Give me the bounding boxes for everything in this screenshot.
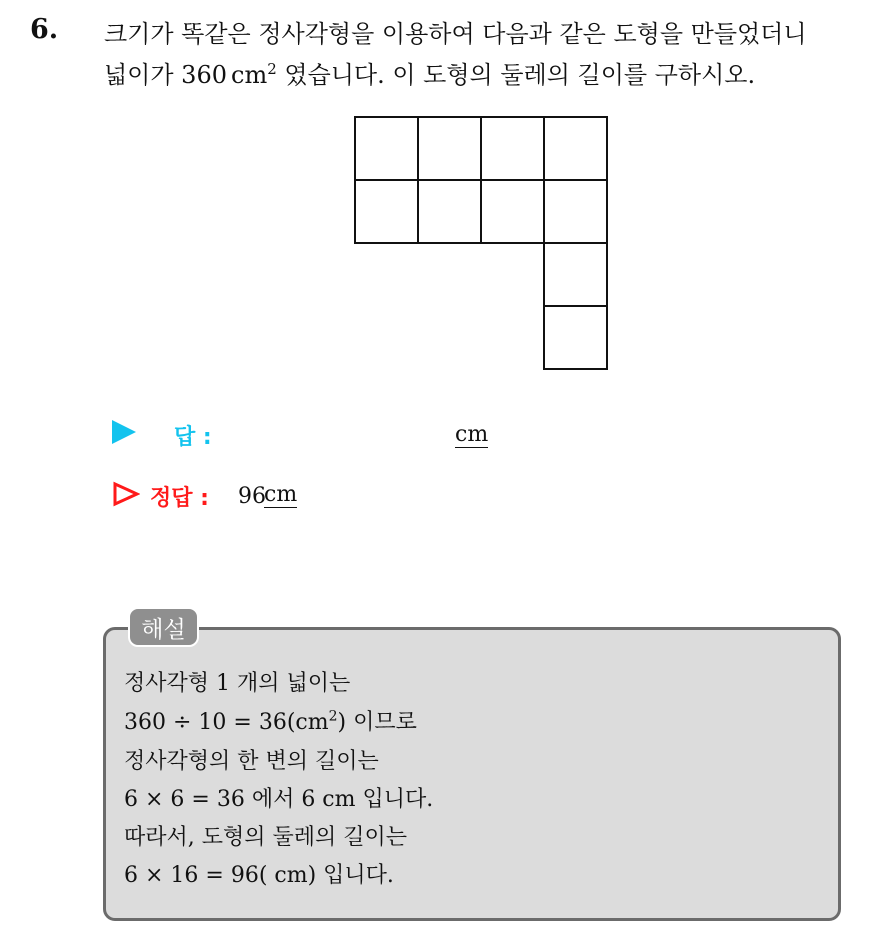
grid-square [418, 180, 481, 243]
grid-square [481, 180, 544, 243]
play-outline-icon [112, 481, 140, 507]
answer-unit: cm [455, 422, 489, 447]
correct-answer-row [112, 481, 209, 511]
grid-square [544, 243, 607, 306]
explanation-calc-unit: cm [295, 710, 329, 735]
grid-square [355, 180, 418, 243]
explanation-calc-exponent: 2 [328, 708, 338, 725]
grid-square [544, 306, 607, 369]
question-area-unit: cm [231, 61, 268, 89]
question-area-exponent: 2 [267, 60, 277, 78]
explanation-line5: 따라서, 도형의 둘레의 길이는 [124, 825, 407, 850]
explanation-line2 [124, 705, 417, 736]
correct-answer-value: 96 [238, 484, 266, 509]
explanation-calc-prefix: 360 ÷ 10 = 36( [124, 710, 296, 735]
correct-answer-label: 정답 : [150, 486, 209, 511]
question-area-prefix: 넓이가 360 [104, 61, 227, 89]
grid-square [544, 180, 607, 243]
explanation-calc-suffix: ) 이므로 [337, 710, 417, 735]
correct-answer-unit: cm [264, 482, 298, 507]
explanation-line3: 정사각형의 한 변의 길이는 [124, 749, 379, 774]
answer-label: 답 : [174, 425, 212, 450]
explanation-line6: 6 × 16 = 96( cm) 입니다. [124, 863, 394, 888]
square-grid-figure [354, 116, 610, 372]
explanation-tag: 해설 [128, 607, 199, 647]
grid-square [355, 117, 418, 180]
grid-square [544, 117, 607, 180]
grid-square [418, 117, 481, 180]
question-text-line1: 크기가 똑같은 정사각형을 이용하여 다음과 같은 도형을 만들었더니 [104, 20, 807, 48]
question-number: 6. [30, 14, 59, 45]
explanation-line4: 6 × 6 = 36 에서 6 cm 입니다. [124, 787, 434, 812]
question-area-suffix: 였습니다. 이 도형의 둘레의 길이를 구하시오. [276, 61, 756, 89]
play-filled-icon [112, 420, 136, 444]
answer-row [112, 420, 212, 450]
question-text-line2 [104, 55, 755, 90]
grid-square [481, 117, 544, 180]
explanation-line1: 정사각형 1 개의 넓이는 [124, 671, 351, 696]
